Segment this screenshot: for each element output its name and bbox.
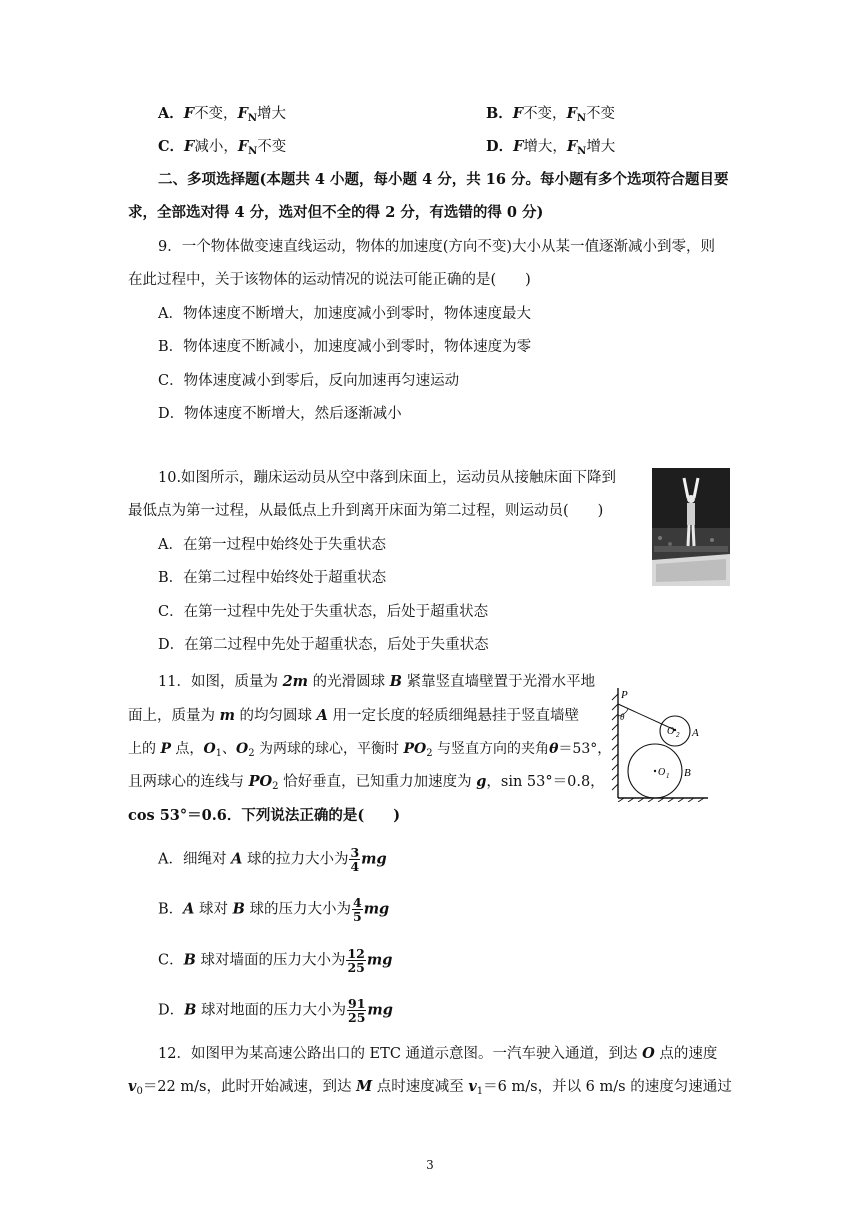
label-O1: O [658, 767, 666, 778]
q8-option-a: A．F不变，$F_N$增大 [158, 105, 286, 124]
q11-stem-line2: 面上，质量为 m 的均匀圆球 A 用一定长度的轻质细绳悬挂于竖直墙壁 [128, 707, 580, 724]
q9-option-a: A．物体速度不断增大，加速度减小到零时，物体速度最大 [158, 306, 531, 322]
label-P: P [621, 689, 628, 701]
page-number: 3 [426, 1158, 434, 1172]
label-B: B [684, 767, 691, 779]
q11-spheres-diagram [604, 684, 736, 802]
q11-option-c: C．B 球对墙面的压力大小为 $\frac{12}{25}$ mg [158, 946, 393, 975]
section2-heading-line1: 二、多项选择题(本题共 4 小题，每小题 4 分，共 16 分。每小题有多个选项符合题目要 [158, 171, 729, 188]
q11-stem-line4: 且两球心的连线与 $PO_2$ 恰好垂直，已知重力加速度为 g，sin 53°＝0.8， [128, 773, 605, 792]
fraction: $\frac{91}{25}$ [348, 996, 366, 1025]
q9-stem-line2: 在此过程中，关于该物体的运动情况的说法可能正确的是( ) [128, 272, 531, 288]
fraction: $\frac{3}{4}$ [350, 845, 360, 874]
q8-option-d: D．F增大，$F_N$增大 [486, 138, 616, 157]
q11-option-a: A．细绳对 A 球的拉力大小为 $\frac{3}{4}$ mg [158, 845, 387, 874]
q9-stem-line1: 9．一个物体做变速直线运动，物体的加速度(方向不变)大小从某一值逐渐减小到零，则 [158, 239, 716, 255]
label-theta: θ [620, 712, 625, 722]
label-O2: O [667, 726, 675, 737]
section2-heading-line2: 求，全部选对得 4 分，选对但不全的得 2 分，有选错的得 0 分) [128, 204, 544, 221]
q12-stem-line1: 12．如图甲为某高速公路出口的 ETC 通道示意图。一汽车驶入通道，到达 O 点的速度 [158, 1045, 718, 1062]
trampoline-athlete-image [652, 468, 730, 586]
q9-option-b: B．物体速度不断减小，加速度减小到零时，物体速度为零 [158, 339, 532, 355]
fraction: $\frac{12}{25}$ [347, 946, 365, 975]
q11-option-d: D．B 球对地面的压力大小为 $\frac{91}{25}$ mg [158, 996, 393, 1025]
q10-stem-line1: 10.如图所示，蹦床运动员从空中落到床面上，运动员从接触床面下降到 [158, 470, 617, 486]
q10-option-a: A．在第一过程中始终处于失重状态 [158, 537, 386, 553]
q8-option-b: B．F不变，$F_N$不变 [486, 105, 615, 124]
q8-option-c: C．F减小，$F_N$不变 [158, 138, 287, 157]
q10-option-c: C．在第一过程中先处于失重状态，后处于超重状态 [158, 604, 489, 620]
label-A: A [692, 727, 699, 739]
q9-option-c: C．物体速度减小到零后，反向加速再匀速运动 [158, 373, 460, 389]
q11-option-b: B．A 球对 B 球的压力大小为 $\frac{4}{5}$ mg [158, 895, 390, 924]
q11-stem-line5: cos 53°＝0.6．下列说法正确的是( ) [128, 807, 401, 824]
label-O2-sub: 2 [676, 731, 680, 739]
q10-option-d: D．在第二过程中先处于超重状态，后处于失重状态 [158, 637, 489, 653]
q11-stem-line1: 11．如图，质量为 2m 的光滑圆球 B 紧靠竖直墙壁置于光滑水平地 [158, 673, 596, 690]
q12-stem-line2: $v_0=22$ m/s，此时开始减速，到达 M 点时速度减至 $v_1=6$ m/s，并以 6 m/s 的速度匀速通过 [128, 1078, 732, 1097]
wall-spheres-figure [604, 684, 736, 802]
q10-option-b: B．在第二过程中始终处于超重状态 [158, 570, 387, 586]
q9-option-d: D．物体速度不断增大，然后逐渐减小 [158, 406, 402, 422]
trampoline-photo [652, 468, 730, 586]
q10-stem-line2: 最低点为第一过程，从最低点上升到离开床面为第二过程，则运动员( ) [128, 503, 604, 519]
q11-stem-line3: 上的 P 点，$O_1$、$O_2$ 为两球的球心，平衡时 $PO_2$ 与竖直方向的夹角θ＝53°， [128, 741, 612, 759]
label-O1-sub: 1 [666, 772, 670, 780]
fraction: $\frac{4}{5}$ [353, 895, 362, 924]
